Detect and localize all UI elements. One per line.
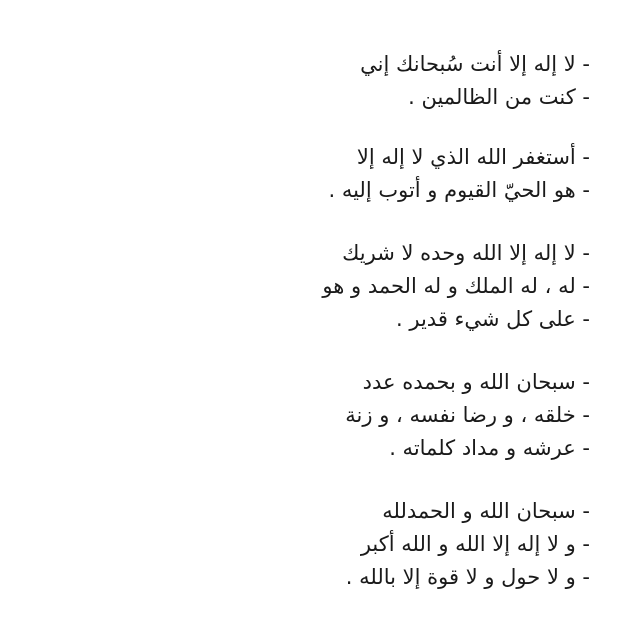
- stanza-3: [50, 237, 590, 336]
- text-line: - لا إله إلا الله وحده لا شريك: [342, 241, 590, 265]
- text-line: - لا إله إلا أنت سُبحانك إني: [360, 52, 590, 76]
- text-line: - كنت من الظالمين .: [408, 85, 590, 109]
- text-line: - على كل شيء قدير .: [396, 307, 590, 331]
- text-line: - خلقه ، و رضا نفسه ، و زنة: [345, 403, 590, 427]
- stanza-4: [50, 366, 590, 465]
- stanza-2: [50, 141, 590, 207]
- text-line: - أستغفر الله الذي لا إله إلا: [356, 145, 590, 169]
- text-line: - سبحان الله و بحمده عدد: [362, 370, 590, 394]
- text-line: - له ، له الملك و له الحمد و هو: [322, 274, 590, 298]
- text-line: - هو الحيّ القيوم و أتوب إليه .: [328, 178, 590, 202]
- text-line: - سبحان الله و الحمدلله: [382, 499, 590, 523]
- stanza-5: [50, 495, 590, 594]
- text-line: - عرشه و مداد كلماته .: [389, 436, 590, 460]
- text-line: - و لا حول و لا قوة إلا بالله .: [345, 565, 590, 589]
- dhikr-text-page: [50, 48, 590, 594]
- text-line: - و لا إله إلا الله و الله أكبر: [360, 532, 590, 556]
- stanza-1: [50, 48, 590, 114]
